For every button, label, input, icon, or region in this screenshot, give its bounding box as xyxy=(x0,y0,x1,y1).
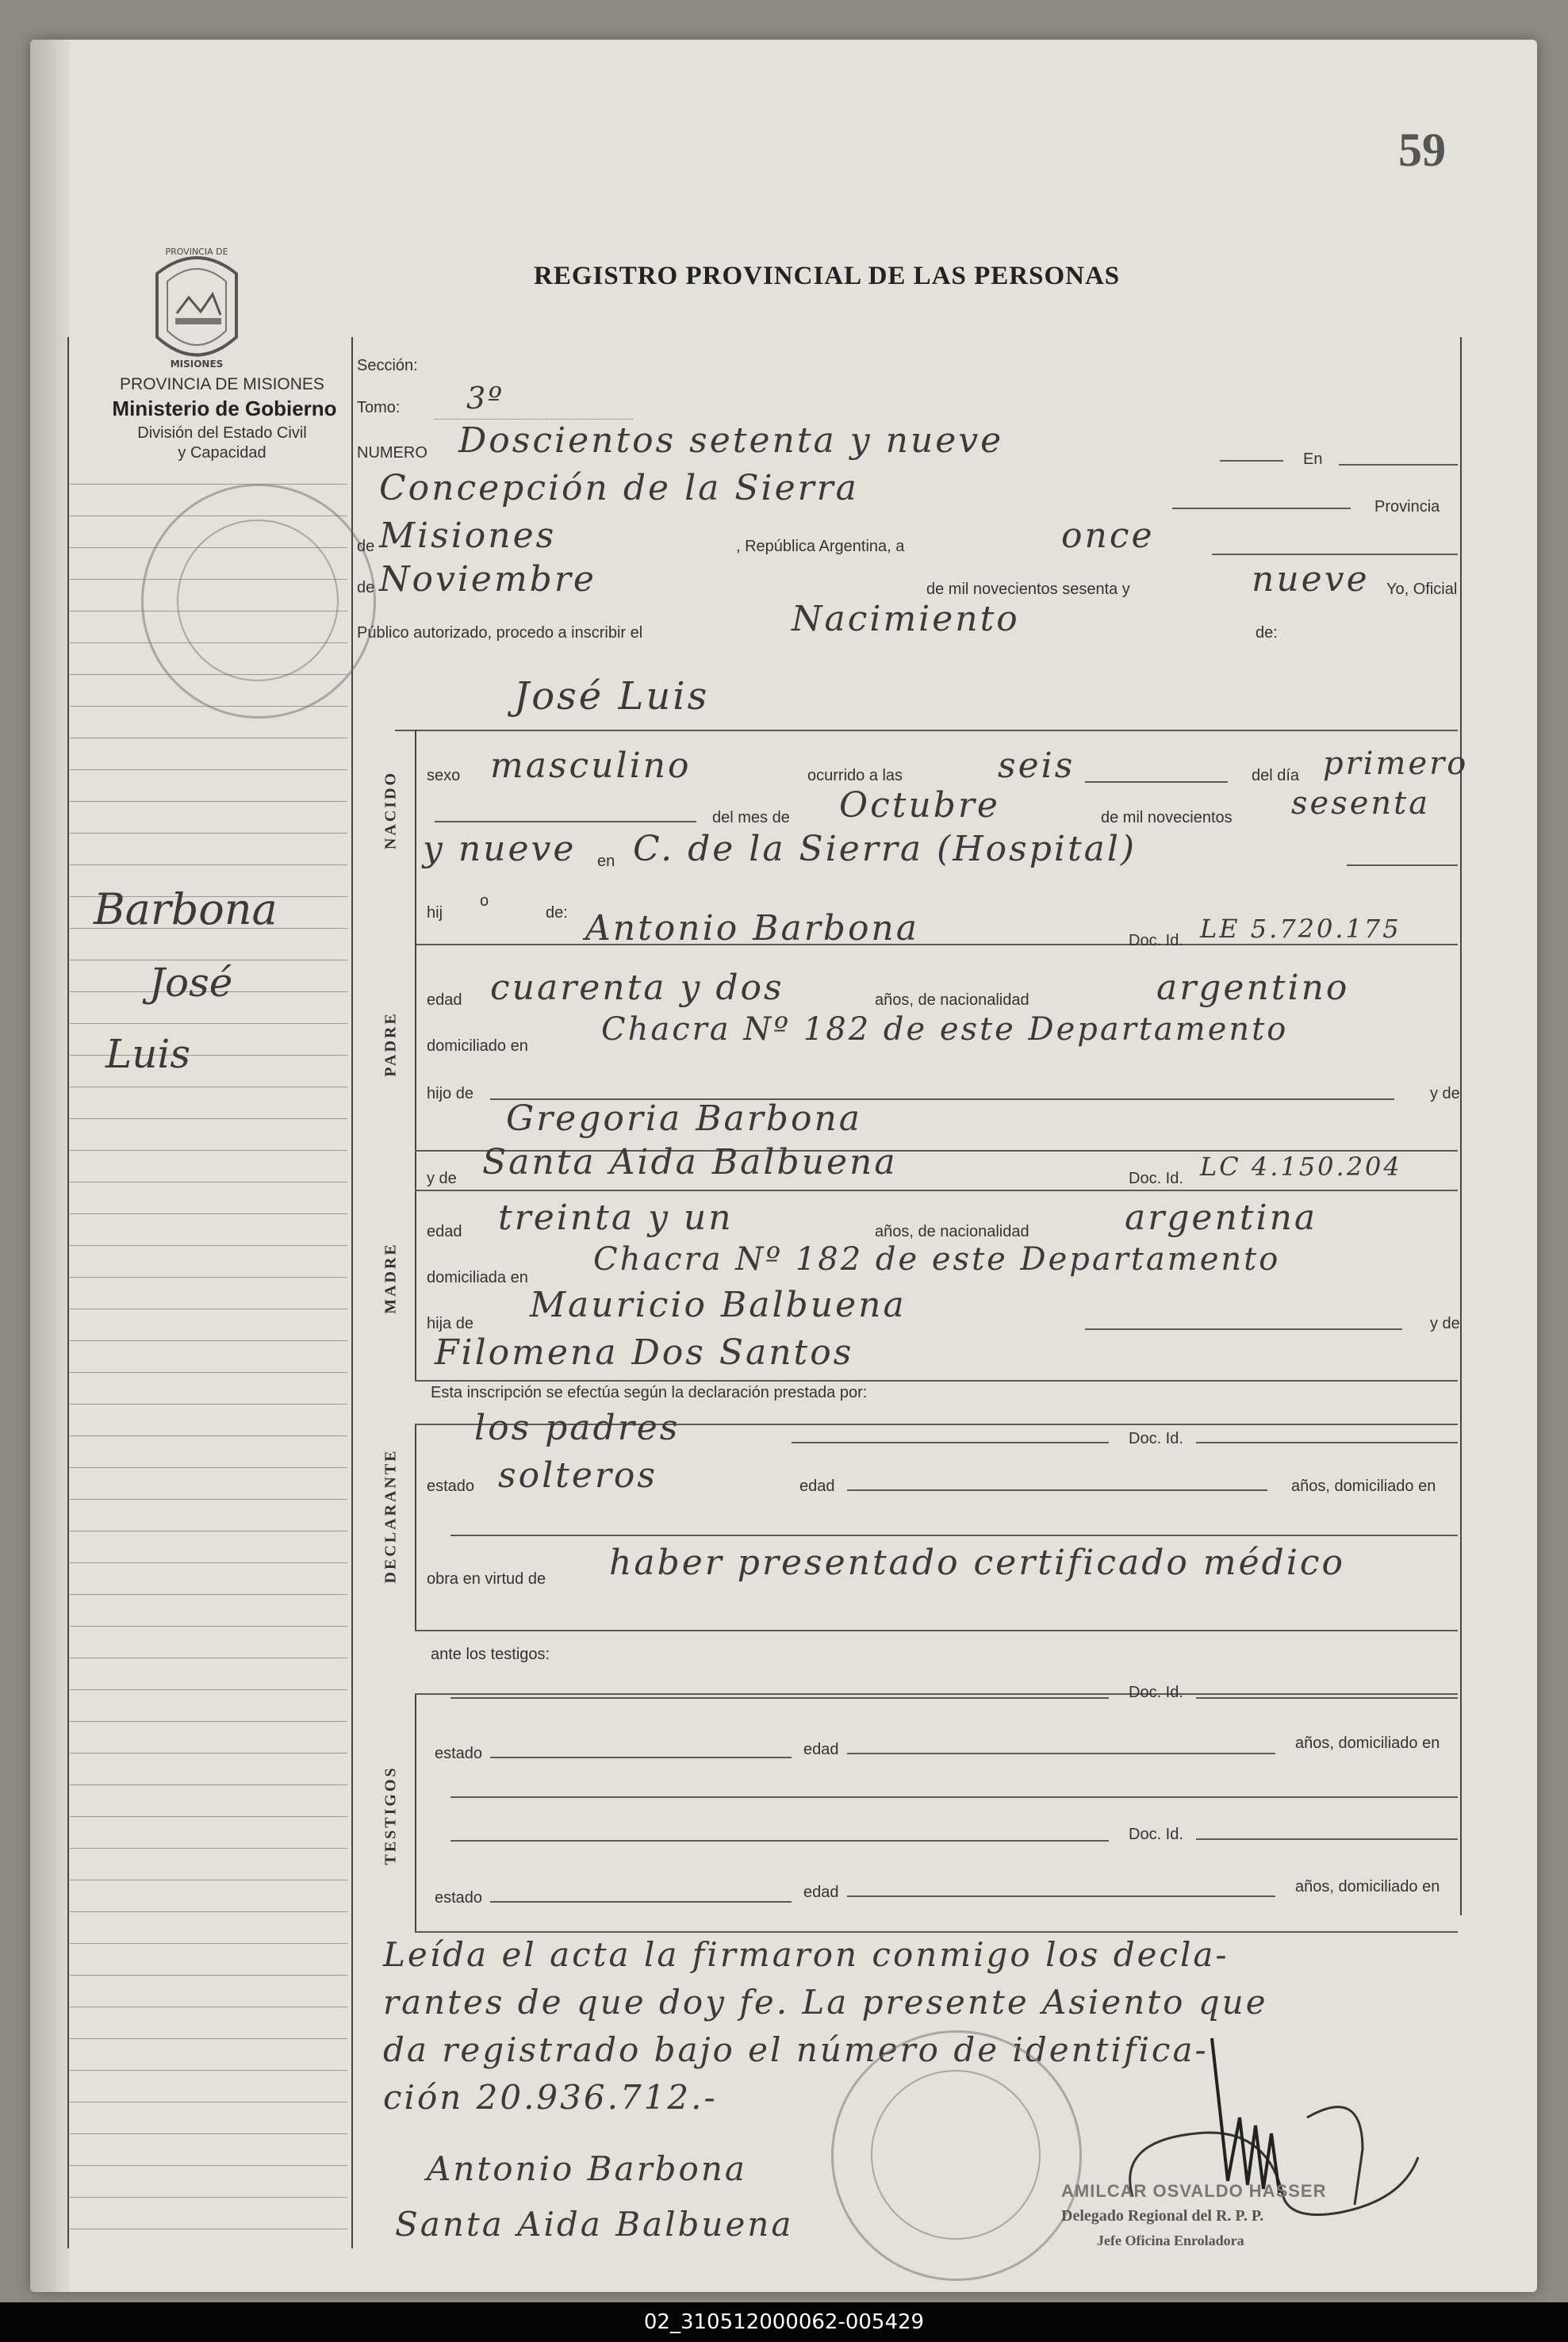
declarante-doc-label: Doc. Id. xyxy=(1129,1430,1183,1447)
registry-seal-inner xyxy=(177,519,339,681)
padre-nombre: Antonio Barbona xyxy=(585,908,919,949)
madre-doc-label: Doc. Id. xyxy=(1129,1170,1183,1187)
hij-suffix: o xyxy=(480,892,489,910)
dia-nac-value: primero xyxy=(1323,746,1469,782)
testigo1-edad-label: edad xyxy=(803,1741,839,1758)
hora-value: seis xyxy=(998,746,1075,786)
mil-novecientos-label: de mil novecientos sesenta y xyxy=(926,581,1130,598)
madre-nac-label: años, de nacionalidad xyxy=(875,1223,1029,1240)
padre-edad-label: edad xyxy=(427,991,462,1009)
madre-y-de-label: y de xyxy=(427,1170,457,1187)
madre-edad-value: treinta y un xyxy=(498,1198,734,1238)
official-title-2: Jefe Oficina Enroladora xyxy=(1097,2233,1244,2248)
anio-nac-value: sesenta xyxy=(1291,785,1431,822)
seccion-label: Sección: xyxy=(357,357,418,374)
margin-given-name-1: José xyxy=(149,960,233,1006)
tomo-value: 3º xyxy=(466,381,505,416)
province-name: PROVINCIA DE MISIONES xyxy=(120,375,324,393)
testigo1-anos-label: años, domiciliado en xyxy=(1295,1734,1440,1752)
padre-dom-label: domiciliado en xyxy=(427,1037,528,1055)
ocurrido-label: ocurrido a las xyxy=(807,767,903,784)
closing-line-2: rantes de que doy fe. La presente Asiento que xyxy=(383,1983,1268,2022)
madre-madre-value: Filomena Dos Santos xyxy=(435,1332,854,1373)
padre-dom-value: Chacra Nº 182 de este Departamento xyxy=(601,1011,1289,1048)
padre-nac-value: argentino xyxy=(1156,968,1350,1008)
mes-nac-value: Octubre xyxy=(839,785,1000,826)
padre-madre-value: Gregoria Barbona xyxy=(506,1098,863,1139)
en-nac-label: en xyxy=(597,853,615,870)
margin-given-name-2: Luis xyxy=(105,1031,191,1077)
province-emblem xyxy=(145,242,248,373)
del-dia-label: del día xyxy=(1252,767,1300,784)
testigos-label: ante los testigos: xyxy=(431,1646,550,1663)
testigo1-estado-label: estado xyxy=(435,1745,483,1762)
mes-value: Noviembre xyxy=(379,559,596,600)
publico-label: Público autorizado, procedo a inscribir el xyxy=(357,624,643,642)
nombre-value: José Luis xyxy=(514,674,710,719)
padre-hijo-de-label: hijo de xyxy=(427,1085,473,1102)
padre-y-de-label: y de xyxy=(1430,1085,1460,1102)
numero-value: Doscientos setenta y nueve xyxy=(458,420,1004,461)
madre-dom-value: Chacra Nº 182 de este Departamento xyxy=(593,1241,1281,1278)
testigo2-doc-label: Doc. Id. xyxy=(1129,1826,1183,1843)
testigo1-doc-label: Doc. Id. xyxy=(1129,1684,1183,1701)
de-colon-label: de: xyxy=(1256,624,1278,642)
padre-doc-value: LE 5.720.175 xyxy=(1200,914,1401,944)
madre-nac-value: argentina xyxy=(1125,1198,1318,1238)
de-label-1: de xyxy=(357,538,375,555)
sexo-label: sexo xyxy=(427,767,461,784)
obra-value: haber presentado certificado médico xyxy=(609,1543,1346,1583)
madre-nombre: Santa Aida Balbuena xyxy=(482,1142,898,1182)
republica-label: , República Argentina, a xyxy=(736,538,905,555)
dia-value: once xyxy=(1061,516,1155,556)
emblem-bottom-text: MISIONES xyxy=(170,358,224,370)
declarante-anos-label: años, domiciliado en xyxy=(1291,1478,1436,1495)
numero-label: NUMERO xyxy=(357,444,427,462)
binding-gutter xyxy=(30,40,70,2292)
hij-label: hij xyxy=(427,904,443,922)
registry-page xyxy=(30,40,1537,2292)
margin-outer-line xyxy=(67,337,69,2248)
obra-label: obra en virtud de xyxy=(427,1570,546,1588)
declaracion-text: Esta inscripción se efectúa según la declaración prestada por: xyxy=(431,1384,868,1401)
madre-y-de2-label: y de xyxy=(1430,1315,1460,1332)
declarante-value: los padres xyxy=(474,1408,680,1448)
page-title: REGISTRO PROVINCIAL DE LAS PERSONAS xyxy=(534,262,1121,290)
testigo2-estado-label: estado xyxy=(435,1889,483,1907)
right-frame-line xyxy=(1460,337,1462,1915)
section-nacido: NACIDO xyxy=(381,770,400,850)
margin-surname: Barbona xyxy=(94,884,278,934)
image-id-footer: 02_310512000062-005429 xyxy=(0,2302,1568,2342)
official-name: AMILCAR OSVALDO HASSER xyxy=(1061,2181,1327,2201)
closing-line-3: da registrado bajo el número de identifica- xyxy=(383,2030,1209,2069)
sexo-value: masculino xyxy=(490,746,692,786)
page-number: 59 xyxy=(1398,124,1446,176)
closing-line-1: Leída el acta la firmaron conmigo los decla- xyxy=(383,1935,1229,1974)
padre-nac-label: años, de nacionalidad xyxy=(875,991,1029,1009)
del-mes-label: del mes de xyxy=(712,809,790,826)
official-title-1: Delegado Regional del R. P. P. xyxy=(1061,2207,1264,2225)
en-label: En xyxy=(1303,450,1323,468)
lugar-value: Concepción de la Sierra xyxy=(379,468,859,508)
closing-line-4: ción 20.936.712.- xyxy=(383,2078,718,2117)
emblem-top-text: PROVINCIA DE xyxy=(165,247,228,257)
provincia-label: Provincia xyxy=(1374,498,1440,516)
section-testigos: TESTIGOS xyxy=(381,1765,400,1865)
mil-novecientos-nac-label: de mil novecientos xyxy=(1101,809,1233,826)
declarante-estado-label: estado xyxy=(427,1478,475,1495)
madre-edad-label: edad xyxy=(427,1223,462,1240)
official-seal-inner xyxy=(871,2070,1041,2240)
division-line1: División del Estado Civil xyxy=(137,424,307,442)
division-line2: y Capacidad xyxy=(178,444,266,462)
declarante-edad-label: edad xyxy=(799,1478,835,1495)
provincia-value: Misiones xyxy=(379,516,557,556)
testigo2-edad-label: edad xyxy=(803,1884,839,1901)
tomo-label: Tomo: xyxy=(357,399,401,416)
section-declarante: DECLARANTE xyxy=(381,1448,400,1584)
mother-signature: Santa Aida Balbuena xyxy=(395,2205,794,2244)
testigo2-anos-label: años, domiciliado en xyxy=(1295,1878,1440,1895)
section-madre: MADRE xyxy=(381,1242,400,1314)
de-label-2: de xyxy=(357,579,375,596)
lugar-nac-value: C. de la Sierra (Hospital) xyxy=(633,829,1137,869)
madre-doc-value: LC 4.150.204 xyxy=(1200,1152,1402,1182)
yo-oficial-label: Yo, Oficial xyxy=(1386,581,1458,598)
de-hij-label: de: xyxy=(546,904,568,922)
madre-dom-label: domiciliada en xyxy=(427,1269,528,1286)
madre-padre-value: Mauricio Balbuena xyxy=(530,1285,907,1325)
anio-nac2-value: y nueve xyxy=(423,829,577,869)
declarante-estado-value: solteros xyxy=(498,1455,657,1496)
anio-value: nueve xyxy=(1252,559,1370,600)
ministry-name: Ministerio de Gobierno xyxy=(112,397,337,420)
acto-value: Nacimiento xyxy=(792,599,1020,639)
padre-doc-label: Doc. Id. xyxy=(1129,932,1183,949)
section-padre: PADRE xyxy=(381,1011,400,1077)
padre-edad-value: cuarenta y dos xyxy=(490,968,784,1008)
madre-hija-de-label: hija de xyxy=(427,1315,473,1332)
father-signature: Antonio Barbona xyxy=(427,2149,747,2188)
